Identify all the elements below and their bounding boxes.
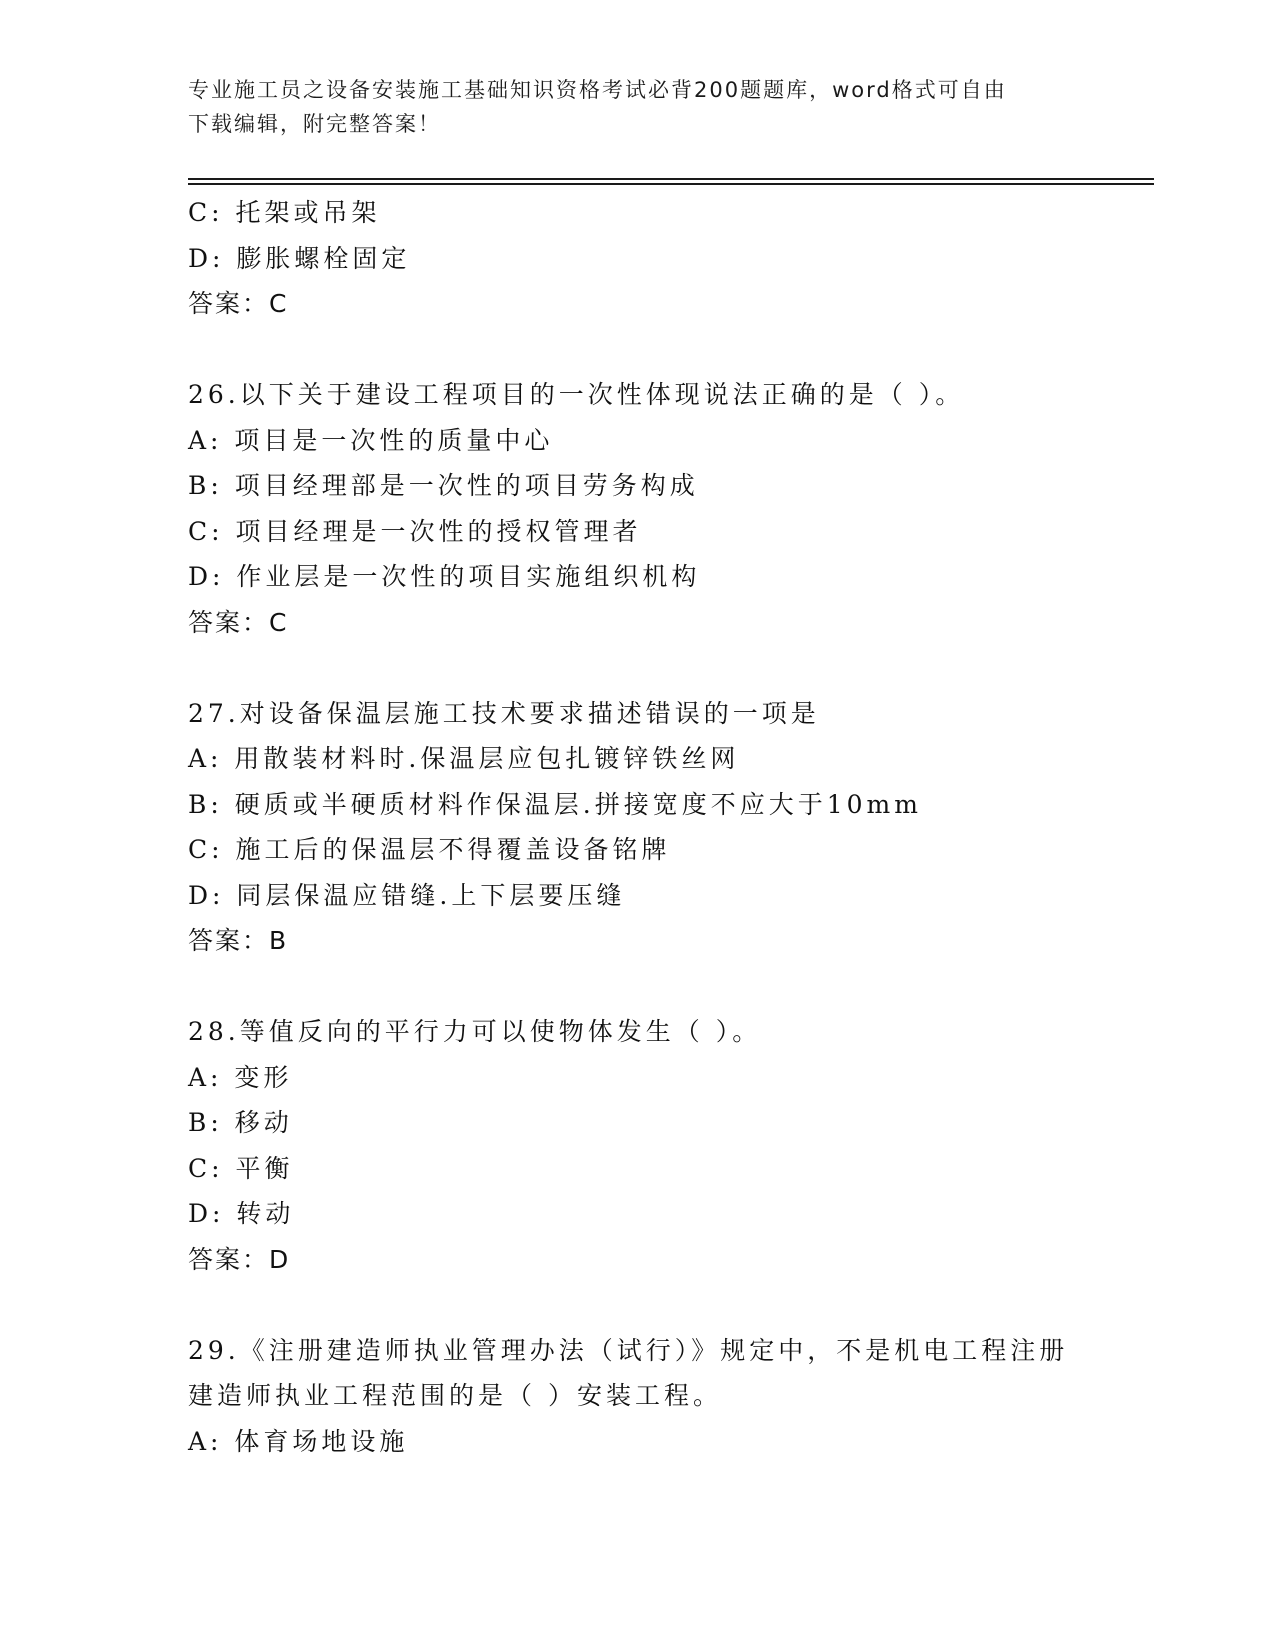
option-d: D: 转动 — [188, 1199, 295, 1228]
option-b: B: 项目经理部是一次性的项目劳务构成 — [188, 471, 699, 500]
option-b: B: 硬质或半硬质材料作保温层.拼接宽度不应大于10mm — [188, 789, 922, 819]
option-d: D: 作业层是一次性的项目实施组织机构 — [188, 562, 701, 591]
question-27 — [188, 691, 1148, 964]
answer-line: 答案：C — [188, 289, 289, 318]
spacer — [188, 1282, 1148, 1328]
question-28 — [188, 1009, 1148, 1282]
header-divider-top — [188, 178, 1154, 180]
option-c: C: 托架或吊架 — [188, 198, 381, 227]
answer-line: 答案：C — [188, 607, 289, 637]
header-divider-bottom — [188, 183, 1154, 185]
question-stem: 27.对设备保温层施工技术要求描述错误的一项是 — [188, 698, 820, 728]
question-stem-line-2: 建造师执业工程范围的是（ ）安装工程。 — [188, 1381, 722, 1410]
answer-line: 答案：B — [188, 926, 289, 955]
question-partial — [188, 190, 1148, 327]
option-a: A: 体育场地设施 — [188, 1426, 409, 1456]
spacer — [188, 964, 1148, 1010]
option-c: C: 施工后的保温层不得覆盖设备铭牌 — [188, 835, 671, 864]
option-a: A: 项目是一次性的质量中心 — [188, 425, 554, 455]
header-line-1: 专业施工员之设备安装施工基础知识资格考试必背200题题库，word格式可自由 — [188, 78, 1007, 102]
question-29 — [188, 1328, 1148, 1465]
option-a: A: 用散装材料时.保温层应包扎镀锌铁丝网 — [188, 744, 740, 773]
option-a: A: 变形 — [188, 1062, 293, 1092]
question-list — [188, 190, 1148, 1464]
option-c: C: 项目经理是一次性的授权管理者 — [188, 516, 642, 546]
question-stem: 26.以下关于建设工程项目的一次性体现说法正确的是（ ）。 — [188, 380, 965, 409]
option-d: D: 同层保温应错缝.上下层要压缝 — [188, 880, 626, 910]
question-stem: 28.等值反向的平行力可以使物体发生（ ）。 — [188, 1017, 762, 1046]
spacer — [188, 327, 1148, 373]
option-d: D: 膨胀螺栓固定 — [188, 243, 411, 273]
question-26 — [188, 372, 1148, 645]
document-header — [188, 73, 1088, 141]
question-stem-line-1: 29.《注册建造师执业管理办法（试行）》规定中，不是机电工程注册 — [188, 1335, 1069, 1365]
header-line-2: 下载编辑，附完整答案！ — [188, 112, 441, 136]
answer-line: 答案：D — [188, 1244, 291, 1274]
option-b: B: 移动 — [188, 1108, 293, 1137]
spacer — [188, 645, 1148, 691]
option-c: C: 平衡 — [188, 1153, 294, 1183]
